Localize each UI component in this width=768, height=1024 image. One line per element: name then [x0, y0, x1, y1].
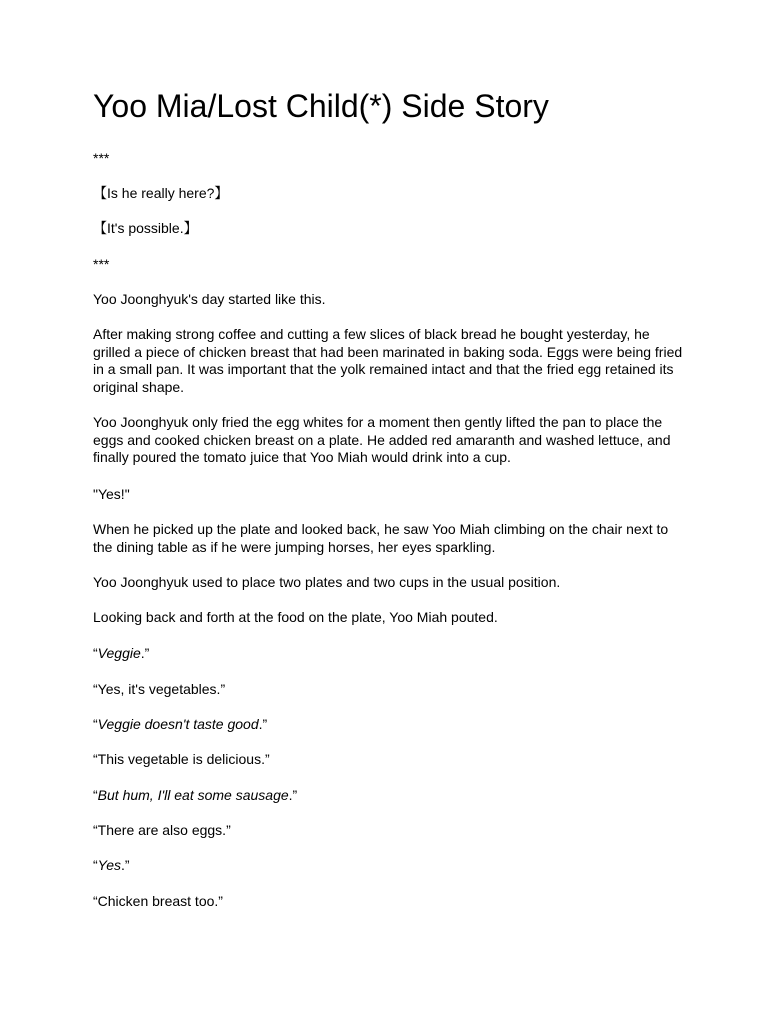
dialogue-line — [93, 645, 683, 663]
quote-open: “ — [93, 787, 98, 803]
dialogue-line: “There are also eggs.” — [93, 822, 231, 838]
paragraph: Yoo Joonghyuk's day started like this. — [93, 291, 326, 307]
dialogue-italic: But hum, I'll eat some sausage — [97, 787, 289, 803]
scene-break: *** — [93, 256, 110, 272]
dialogue-line: “Chicken breast too.” — [93, 893, 223, 909]
paragraph: After making strong coffee and cutting a few slices of black bread he bought yesterday, he grilled a piece of chicken breast that had been marinated in baking soda. Eggs were being fried in a small pan. It was important that the yolk remained intact and that the fried egg retained its original shape. — [93, 326, 683, 395]
quote-open: “ — [93, 716, 98, 732]
paragraph: When he picked up the plate and looked back, he saw Yoo Miah climbing on the chair next to the dining table as if he were jumping horses, her eyes sparkling. — [93, 521, 669, 555]
quote-open: “ — [93, 645, 98, 661]
dialogue-italic: Yes — [97, 857, 122, 873]
system-message: 【Is he really here?】 — [93, 185, 229, 201]
system-message: 【It's possible.】 — [93, 220, 198, 236]
paragraph: Looking back and forth at the food on the plate, Yoo Miah pouted. — [93, 609, 498, 625]
dialogue-line: “This vegetable is delicious.” — [93, 751, 270, 767]
document-title: Yoo Mia/Lost Child(*) Side Story — [93, 88, 549, 124]
dialogue-line: "Yes!" — [93, 486, 130, 502]
dialogue-line — [93, 787, 683, 805]
quote-close: .” — [288, 787, 298, 803]
dialogue-italic: Veggie — [97, 645, 141, 661]
dialogue-line: “Yes, it's vegetables.” — [93, 681, 226, 697]
scene-break: *** — [93, 150, 110, 166]
dialogue-italic: Veggie doesn't taste good — [97, 716, 259, 732]
dialogue-line — [93, 716, 683, 734]
quote-close: .” — [140, 645, 150, 661]
paragraph: Yoo Joonghyuk only fried the egg whites for a moment then gently lifted the pan to place the eggs and cooked chicken breast on a plate. He added red amaranth and washed lettuce, and finally poured the tomato juice that Yoo Miah would drink into a cup. — [93, 414, 671, 466]
quote-close: .” — [258, 716, 268, 732]
paragraph: Yoo Joonghyuk used to place two plates and two cups in the usual position. — [93, 574, 561, 590]
quote-close: .” — [121, 857, 130, 873]
quote-open: “ — [93, 857, 98, 873]
dialogue-line — [93, 857, 683, 875]
